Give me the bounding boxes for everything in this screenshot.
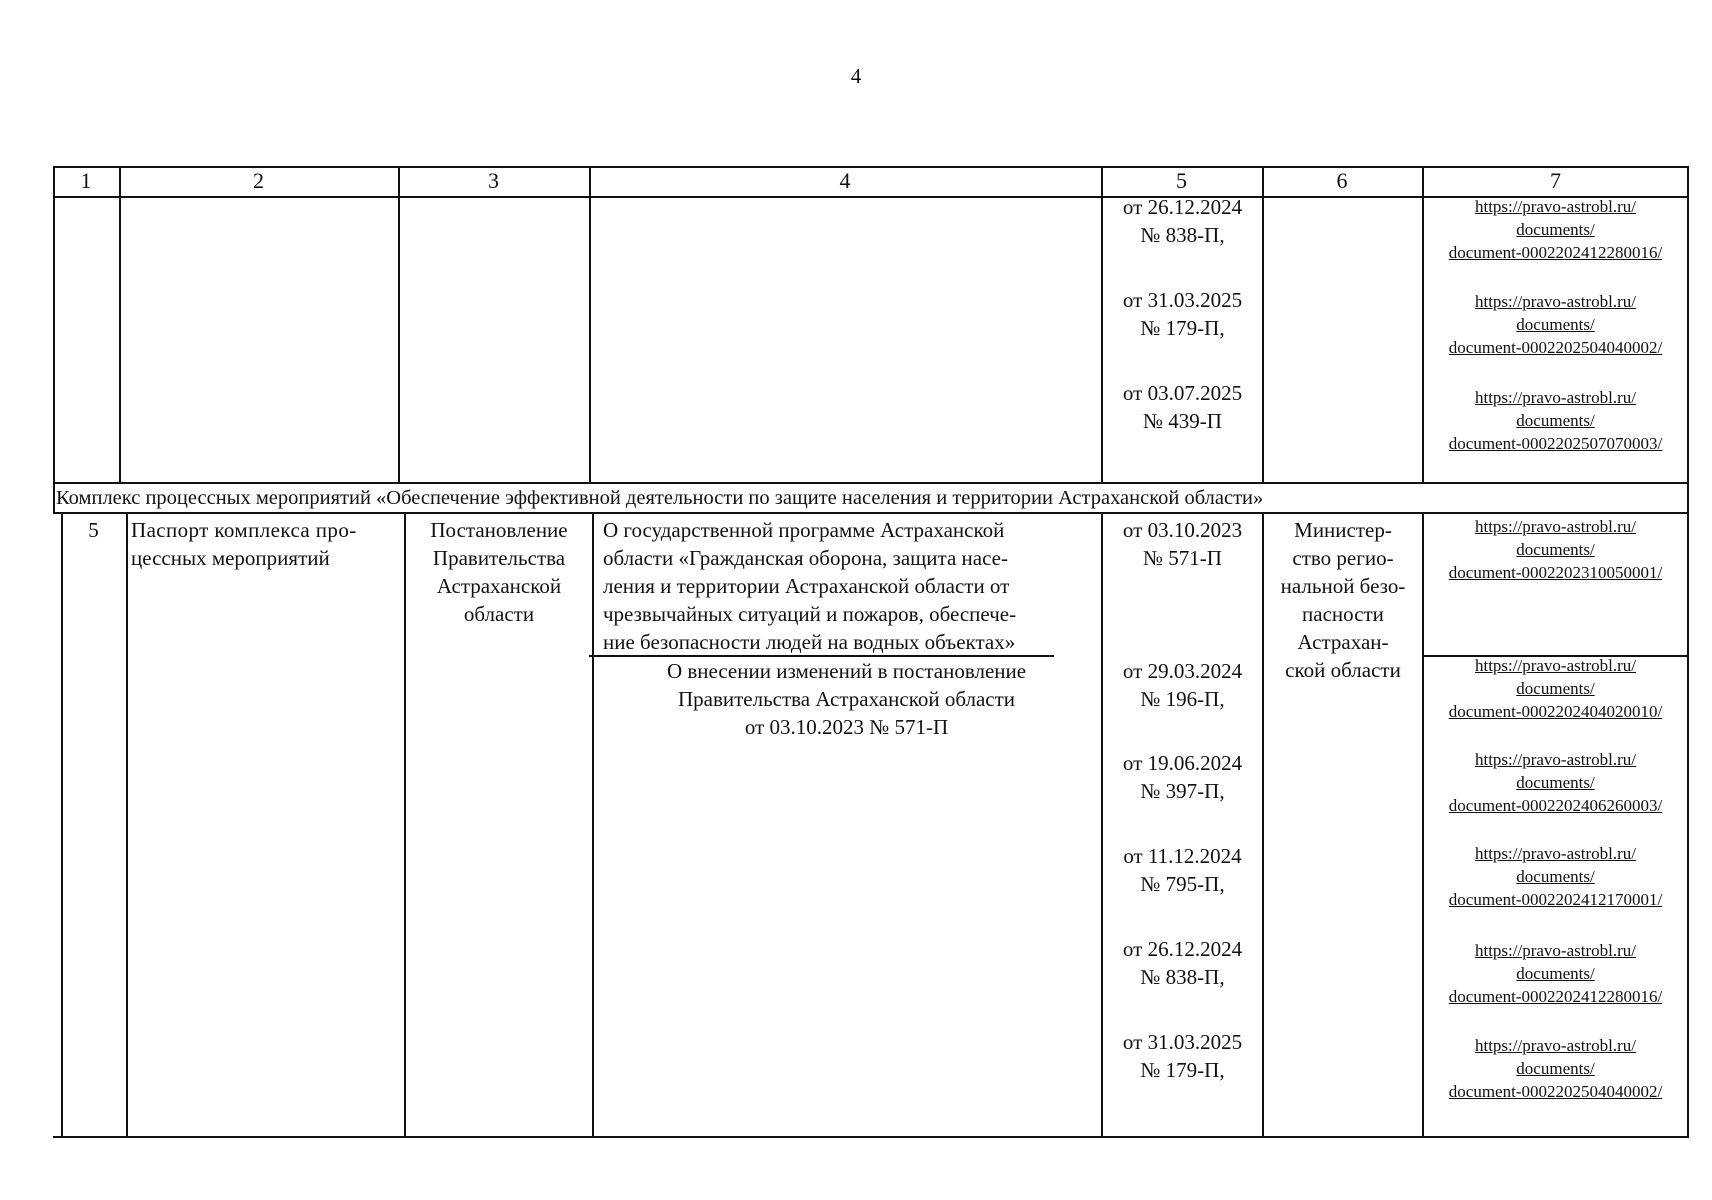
rule-r5-col-1 [126,512,128,1138]
cont-date-1: от 26.12.2024 [1122,195,1243,219]
cont-link-3[interactable] [1422,386,1689,455]
row5-title-line-3: ления и территории Астраханской области от [603,574,1010,598]
rule-col-left [53,166,55,482]
header-col-3: 3 [488,168,499,193]
rule-col-1 [119,166,121,482]
row5-executor-line-2: ство регио- [1292,546,1394,570]
link-path: documents/ [1516,867,1595,886]
link-host: https://pravo-astrobl.ru/ [1474,750,1636,769]
rule-r5-left [61,512,63,1138]
link-host: https://pravo-astrobl.ru/ [1474,388,1636,407]
row5-executor-line-4: пасности [1302,602,1384,626]
amend-date-5: от 31.03.2025 [1122,1030,1243,1054]
link-doc: document-0002202504040002/ [1448,1082,1663,1101]
link-doc: document-0002202504040002/ [1448,338,1663,357]
row5-title-line-2: области «Гражданская оборона, защита насе- [603,546,1008,570]
cont-link-1[interactable] [1422,195,1689,264]
row5-type-line-2: Правительства [432,546,566,570]
header-col-7: 7 [1550,168,1561,193]
amend-link-3[interactable] [1422,842,1689,911]
cont-link-2[interactable] [1422,290,1689,359]
page-number: 4 [850,64,862,88]
link-path: documents/ [1516,315,1595,334]
link-doc: document-0002202404020010/ [1448,702,1663,721]
cont-date-3: от 03.07.2025 [1122,381,1243,405]
amend-link-5[interactable] [1422,1034,1689,1103]
row5-title-line-5: ние безопасности людей на водных объектах» [603,630,1016,654]
row5-executor-line-5: Астрахан- [1297,630,1389,654]
row5-type-line-3: Астраханской [436,574,562,598]
row5-link[interactable] [1422,515,1689,584]
header-col-4: 4 [839,168,851,193]
section-title: Комплекс процессных мероприятий «Обеспечение эффективной деятельности по защите населения и территории Астраханской области» [56,487,1264,509]
rule-col-3 [589,166,591,482]
link-doc: document-0002202310050001/ [1448,563,1663,582]
link-doc: document-0002202507070003/ [1448,434,1663,453]
link-path: documents/ [1516,540,1595,559]
amend-date-4: от 26.12.2024 [1122,937,1243,961]
amend-title-line-1: О внесении изменений в постановление [666,659,1027,683]
header-col-2: 2 [253,168,264,193]
amend-num-2: № 397-П, [1140,779,1225,803]
link-doc: document-0002202406260003/ [1448,796,1663,815]
row5-num: № 571-П [1143,546,1222,570]
row5-title-line-1: О государственной программе Астраханской [603,518,1005,542]
amend-date-2: от 19.06.2024 [1122,751,1243,775]
amend-date-1: от 29.03.2024 [1122,659,1243,683]
link-host: https://pravo-astrobl.ru/ [1474,292,1636,311]
link-host: https://pravo-astrobl.ru/ [1474,656,1636,675]
amend-link-1[interactable] [1422,654,1689,723]
link-doc: document-0002202412280016/ [1448,987,1663,1006]
rule-bottom [53,1136,1689,1138]
amend-link-4[interactable] [1422,939,1689,1008]
amend-date-3: от 11.12.2024 [1123,844,1242,868]
link-path: documents/ [1516,220,1595,239]
row5-executor-line-3: нальной безо- [1280,574,1406,598]
link-host: https://pravo-astrobl.ru/ [1474,197,1636,216]
amend-link-2[interactable] [1422,748,1689,817]
row5-date: от 03.10.2023 [1122,518,1243,542]
header-col-1: 1 [80,168,92,193]
registry-table [53,166,1689,1138]
row5-name-line-1: Паспорт комплекса про- [131,518,357,542]
row5-title-line-4: чрезвычайных ситуаций и пожаров, обеспече- [603,602,1017,626]
cont-num-1: № 838-П, [1140,223,1225,247]
row5-number: 5 [88,518,99,542]
cont-num-3: № 439-П [1143,409,1222,433]
link-host: https://pravo-astrobl.ru/ [1474,844,1636,863]
link-host: https://pravo-astrobl.ru/ [1474,517,1636,536]
row5-type-line-4: области [463,602,535,626]
amend-num-4: № 838-П, [1140,965,1225,989]
link-host: https://pravo-astrobl.ru/ [1474,941,1636,960]
amend-num-5: № 179-П, [1140,1058,1225,1082]
link-path: documents/ [1516,1059,1595,1078]
amend-title-line-3: от 03.10.2023 № 571-П [744,715,949,739]
row5-name-line-2: цессных мероприятий [131,546,330,570]
link-path: documents/ [1516,964,1595,983]
amend-num-3: № 795-П, [1140,872,1225,896]
rule-section-left [53,482,55,514]
header-col-6: 6 [1336,168,1348,193]
row5-executor-line-1: Министер- [1294,518,1392,542]
link-path: documents/ [1516,773,1595,792]
row5-executor-line-6: ской области [1285,658,1401,682]
cont-num-2: № 179-П, [1140,316,1225,340]
link-doc: document-0002202412170001/ [1448,890,1663,909]
link-host: https://pravo-astrobl.ru/ [1474,1036,1636,1055]
amend-num-1: № 196-П, [1140,687,1225,711]
rule-col-2 [398,166,400,482]
link-path: documents/ [1516,411,1595,430]
amend-title-line-2: Правительства Астраханской области [677,687,1016,711]
link-doc: document-0002202412280016/ [1448,243,1663,262]
cont-date-2: от 31.03.2025 [1122,288,1243,312]
header-col-5: 5 [1176,168,1187,193]
rule-section-bottom [53,512,1689,514]
row5-type-line-1: Постановление [430,518,568,542]
link-path: documents/ [1516,679,1595,698]
